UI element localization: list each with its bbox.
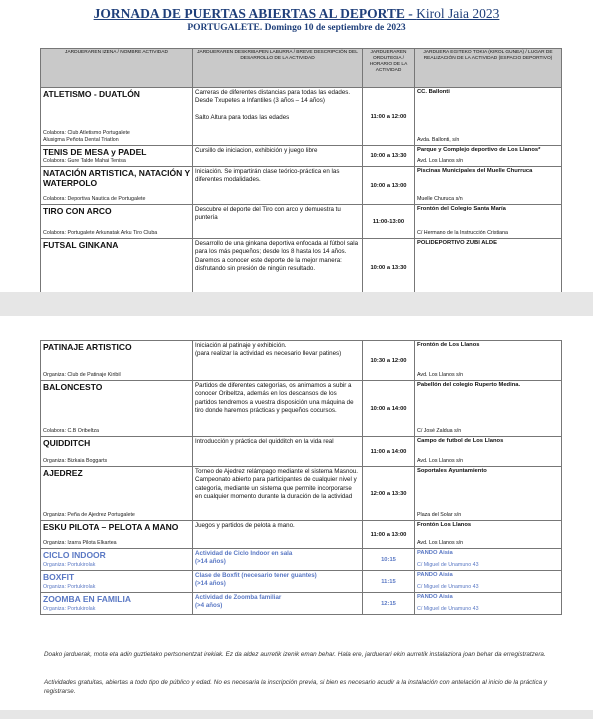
location-cell bbox=[415, 593, 562, 615]
activity-description: Carreras de diferentes distancias para todas las edades. Desde Txupetes a Infantiles (3 años – 14 años) Salto Altura para todas las edades bbox=[193, 88, 363, 146]
activity-name: PATINAJE ARTISTICO bbox=[43, 342, 132, 352]
activity-time: 10:30 a 12:00 bbox=[363, 341, 415, 381]
activity-name: QUIDDITCH bbox=[43, 438, 91, 448]
activity-wrap bbox=[43, 550, 190, 569]
location-cell bbox=[415, 549, 562, 571]
activity-description: Introducción y práctica del quidditch en la vida real bbox=[193, 437, 363, 467]
table-row bbox=[41, 437, 562, 467]
activity-wrap bbox=[43, 168, 190, 203]
activity-description: Descubre el deporte del Tiro con arco y demuestra tu puntería bbox=[193, 205, 363, 239]
page-bottom bbox=[0, 710, 593, 719]
activity-description: Juegos y partidos de pelota a mano. bbox=[193, 521, 363, 549]
col-header-location: JARDUERA EGITEKO TOKIA (KIROL GUNEA) / LUGAR DE REALIZACIÓN DE LA ACTIVIDAD (ESPACIO DEPORTIVO) bbox=[415, 49, 562, 88]
activity-wrap bbox=[43, 382, 190, 435]
activity-description: Torneo de Ajedrez relámpago mediante el sistema Masnou. Campeonato abierto para participantes de cualquier nivel y categoría, mediante un sistema que permite incorporarse en cualquier momento durante la duración de la actividad bbox=[193, 467, 363, 521]
activity-collaborator: Colabora: Club Atletismo Portugalete Alusigma Peñota Dental Triatlon bbox=[43, 130, 130, 143]
activity-name: TENIS DE MESA y PADEL bbox=[43, 147, 147, 157]
table-row bbox=[41, 571, 562, 593]
table-row bbox=[41, 88, 562, 146]
location-address: Avd. Los Llanos s/n bbox=[417, 540, 464, 546]
note-basque: Doako jarduerak, mota eta adin guztietako pertsonentzat irekiak. Ez da aldez aurretik izenik eman behar. Hala ere, jarduerari ekin aurretik instalaziora joan behar da erregistratzera. bbox=[44, 651, 546, 658]
location-cell bbox=[415, 239, 562, 297]
activity-name: BOXFIT bbox=[43, 572, 75, 582]
activity-description: Iniciación al patinaje y exhibición. (para realizar la actividad es necesario llevar patines) bbox=[193, 341, 363, 381]
location-name: Frontón Los Llanos bbox=[417, 522, 472, 528]
activity-wrap bbox=[43, 594, 190, 613]
activity-wrap bbox=[43, 147, 190, 165]
activity-collaborator: Organiza: Club de Patinaje Kiribil bbox=[43, 372, 121, 378]
location-wrap bbox=[417, 240, 559, 295]
activity-wrap bbox=[43, 522, 190, 547]
activity-cell bbox=[41, 205, 193, 239]
activity-time: 12:00 a 13:30 bbox=[363, 467, 415, 521]
activity-collaborator: Organiza: Portukirolak bbox=[43, 584, 96, 590]
location-address: C/ Miguel de Unamuno 43 bbox=[417, 562, 479, 568]
activity-cell bbox=[41, 571, 193, 593]
location-cell bbox=[415, 146, 562, 167]
table-row bbox=[41, 205, 562, 239]
location-name: Frontón del Colegio Santa María bbox=[417, 206, 506, 212]
location-name: Soportales Ayuntamiento bbox=[417, 468, 487, 474]
activity-collaborator: Organiza: Peña de Ajedrez Portugalete bbox=[43, 512, 135, 518]
activity-description: Iniciación. Se impartirán clase teórico-práctica en las diferentes modalidades. bbox=[193, 167, 363, 205]
activity-cell bbox=[41, 467, 193, 521]
location-name: PANDO Aisia bbox=[417, 594, 453, 600]
col-header-name: JARDUERAREN IZENA / NOMBRE ACTIVIDAD bbox=[41, 49, 193, 88]
activity-collaborator: Colabora: C.B Oribeltza bbox=[43, 428, 99, 434]
activity-time: 11:15 bbox=[363, 571, 415, 593]
page-title bbox=[0, 6, 593, 22]
activity-time: 10:15 bbox=[363, 549, 415, 571]
location-wrap bbox=[417, 522, 559, 547]
table-row bbox=[41, 467, 562, 521]
activity-cell bbox=[41, 437, 193, 467]
table-row bbox=[41, 381, 562, 437]
activity-wrap bbox=[43, 468, 190, 519]
activity-name: FUTSAL GINKANA bbox=[43, 240, 119, 250]
col-header-description: JARDUERAREN DESKRIBAPEN LABURRA / BREVE DESCRIPCIÓN DEL DESARROLLO DE LA ACTIVIDAD bbox=[193, 49, 363, 88]
activity-cell bbox=[41, 341, 193, 381]
table-row bbox=[41, 341, 562, 381]
activity-collaborator: Colabora: Portugalete Arkunatak Arku Tiro Cluba bbox=[43, 230, 158, 236]
table-2-body bbox=[41, 341, 562, 615]
activity-time: 11:00 a 13:00 bbox=[363, 521, 415, 549]
location-name: Pabellón del colegio Ruperto Medina. bbox=[417, 382, 521, 388]
location-name: PANDO Aisia bbox=[417, 572, 453, 578]
location-cell bbox=[415, 437, 562, 467]
activity-time: 10:00 a 14:00 bbox=[363, 381, 415, 437]
activity-collaborator: Colabora: Gure Talde Mahai Tenisa bbox=[43, 158, 126, 164]
schedule-table-1 bbox=[40, 48, 562, 297]
activity-collaborator: Organiza: Izarra Pilota Elkartea bbox=[43, 540, 117, 546]
location-address: C/ Hermano de la Instrucción Cristiana bbox=[417, 230, 508, 236]
table-header-row bbox=[41, 49, 562, 88]
title-main: JORNADA DE PUERTAS ABIERTAS AL DEPORTE - bbox=[93, 6, 417, 21]
activity-time: 11:00-13:00 bbox=[363, 205, 415, 239]
activity-cell bbox=[41, 381, 193, 437]
activity-name: NATACIÓN ARTISTICA, NATACIÓN Y WATERPOLO bbox=[43, 168, 191, 188]
activity-cell bbox=[41, 239, 193, 297]
location-wrap bbox=[417, 147, 559, 165]
activity-time: 12:15 bbox=[363, 593, 415, 615]
activity-cell bbox=[41, 146, 193, 167]
schedule-table-2 bbox=[40, 340, 562, 615]
activity-description: Desarrollo de una ginkana deportiva enfocada al fútbol sala para los más pequeños; desde los 8 hasta los 14 años. Daremos a conocer este deporte de la mejor manera: disfrutando sin presión de ningún resultado. bbox=[193, 239, 363, 297]
location-name: Campo de futbol de Los Llanos bbox=[417, 438, 504, 444]
location-name: PANDO Aisia bbox=[417, 550, 453, 556]
activity-time: 10:00 a 13:30 bbox=[363, 146, 415, 167]
page-subtitle: PORTUGALETE. Domingo 10 de septiembre de 2023 bbox=[187, 23, 406, 33]
activity-name: TIRO CON ARCO bbox=[43, 206, 112, 216]
activity-name: ATLETISMO - DUATLÓN bbox=[43, 89, 140, 99]
location-address: C/ Miguel de Unamuno 43 bbox=[417, 606, 479, 612]
activity-wrap bbox=[43, 240, 190, 295]
activity-name: AJEDREZ bbox=[43, 468, 83, 478]
location-wrap bbox=[417, 468, 559, 519]
activity-name: CICLO INDOOR bbox=[43, 550, 106, 560]
location-wrap bbox=[417, 168, 559, 203]
table-1-body bbox=[41, 88, 562, 297]
location-address: Avd. Los Llanos s/n bbox=[417, 158, 464, 164]
title-tail: Kirol Jaia 2023 bbox=[416, 6, 500, 21]
table-row bbox=[41, 146, 562, 167]
location-name: Piscinas Municipales del Muelle Churruca bbox=[417, 168, 533, 174]
activity-time: 10:00 a 13:30 bbox=[363, 239, 415, 297]
location-cell bbox=[415, 341, 562, 381]
col-header-time: JARDUERAREN ORDUTEGIA / HORARIO DE LA ACTIVIDAD bbox=[363, 49, 415, 88]
location-address: Plaza del Solar s/n bbox=[417, 512, 462, 518]
table-row bbox=[41, 521, 562, 549]
activity-wrap bbox=[43, 572, 190, 591]
location-address: Avda. Ballonti, s/n bbox=[417, 137, 460, 143]
activity-wrap bbox=[43, 89, 190, 144]
location-wrap bbox=[417, 89, 559, 144]
activity-name: ESKU PILOTA – PELOTA A MANO bbox=[43, 522, 179, 532]
location-address: C/ José Zaldua s/n bbox=[417, 428, 462, 434]
activity-cell bbox=[41, 167, 193, 205]
location-cell bbox=[415, 571, 562, 593]
activity-description: Actividad de Zoomba familiar (>4 años) bbox=[193, 593, 363, 615]
page-break bbox=[0, 292, 593, 316]
location-wrap bbox=[417, 594, 559, 613]
page-header bbox=[0, 6, 593, 33]
location-cell bbox=[415, 88, 562, 146]
activity-cell bbox=[41, 521, 193, 549]
location-address: Avd. Los Llanos s/n bbox=[417, 372, 464, 378]
activity-cell bbox=[41, 549, 193, 571]
location-wrap bbox=[417, 572, 559, 591]
table-row bbox=[41, 549, 562, 571]
location-cell bbox=[415, 381, 562, 437]
location-cell bbox=[415, 521, 562, 549]
location-address: Avd. Los Llanos s/n bbox=[417, 458, 464, 464]
location-wrap bbox=[417, 342, 559, 379]
activity-description: Partidos de diferentes categorías, os animamos a subir a conocer Oribeltza, además en los descansos de los partidos tendremos a vuestra disposición una máquina de tiro donde haremos prácticas y pequeños cocursos. bbox=[193, 381, 363, 437]
activity-description: Actividad de Ciclo Indoor en sala (>14 años) bbox=[193, 549, 363, 571]
location-cell bbox=[415, 467, 562, 521]
table-row bbox=[41, 167, 562, 205]
activity-time: 11:00 a 12:00 bbox=[363, 88, 415, 146]
activity-collaborator: Organiza: Portukirolak bbox=[43, 606, 96, 612]
location-name: Frontón de Los Llanos bbox=[417, 342, 480, 348]
activity-wrap bbox=[43, 342, 190, 379]
location-cell bbox=[415, 167, 562, 205]
location-name: Parque y Complejo deportivo de Los Llanos* bbox=[417, 147, 541, 153]
table-row bbox=[41, 593, 562, 615]
location-wrap bbox=[417, 382, 559, 435]
activity-collaborator: Organiza: Portukirolak bbox=[43, 562, 96, 568]
location-wrap bbox=[417, 438, 559, 465]
location-wrap bbox=[417, 550, 559, 569]
activity-collaborator: Colabora: Deportiva Nautica de Portugalete bbox=[43, 196, 146, 202]
activity-cell bbox=[41, 593, 193, 615]
activity-description: Cursillo de iniciacion, exhibición y juego libre bbox=[193, 146, 363, 167]
activity-description: Clase de Boxfit (necesario tener guantes) (>14 años) bbox=[193, 571, 363, 593]
activity-wrap bbox=[43, 206, 190, 237]
location-name: CC. Ballonti bbox=[417, 89, 450, 95]
location-name: POLIDEPORTIVO ZUBI ALDE bbox=[417, 240, 497, 246]
activity-name: ZOOMBA EN FAMILIA bbox=[43, 594, 131, 604]
activity-time: 11:00 a 14:00 bbox=[363, 437, 415, 467]
location-address: C/ Miguel de Unamuno 43 bbox=[417, 584, 479, 590]
activity-collaborator: Organiza: Bizkaia Boggarts bbox=[43, 458, 108, 464]
activity-wrap bbox=[43, 438, 190, 465]
location-cell bbox=[415, 205, 562, 239]
table-row bbox=[41, 239, 562, 297]
activity-time: 10:00 a 13:00 bbox=[363, 167, 415, 205]
activity-cell bbox=[41, 88, 193, 146]
location-wrap bbox=[417, 206, 559, 237]
activity-name: BALONCESTO bbox=[43, 382, 103, 392]
location-address: Muelle Churuca s/n bbox=[417, 196, 463, 202]
note-spanish: Actividades gratuitas, abiertas a todo tipo de público y edad. No es necesaria la inscripción previa, si bien es necesario acudir a la instalación con antelación al inicio de la práctica y registrarse. bbox=[44, 679, 547, 695]
